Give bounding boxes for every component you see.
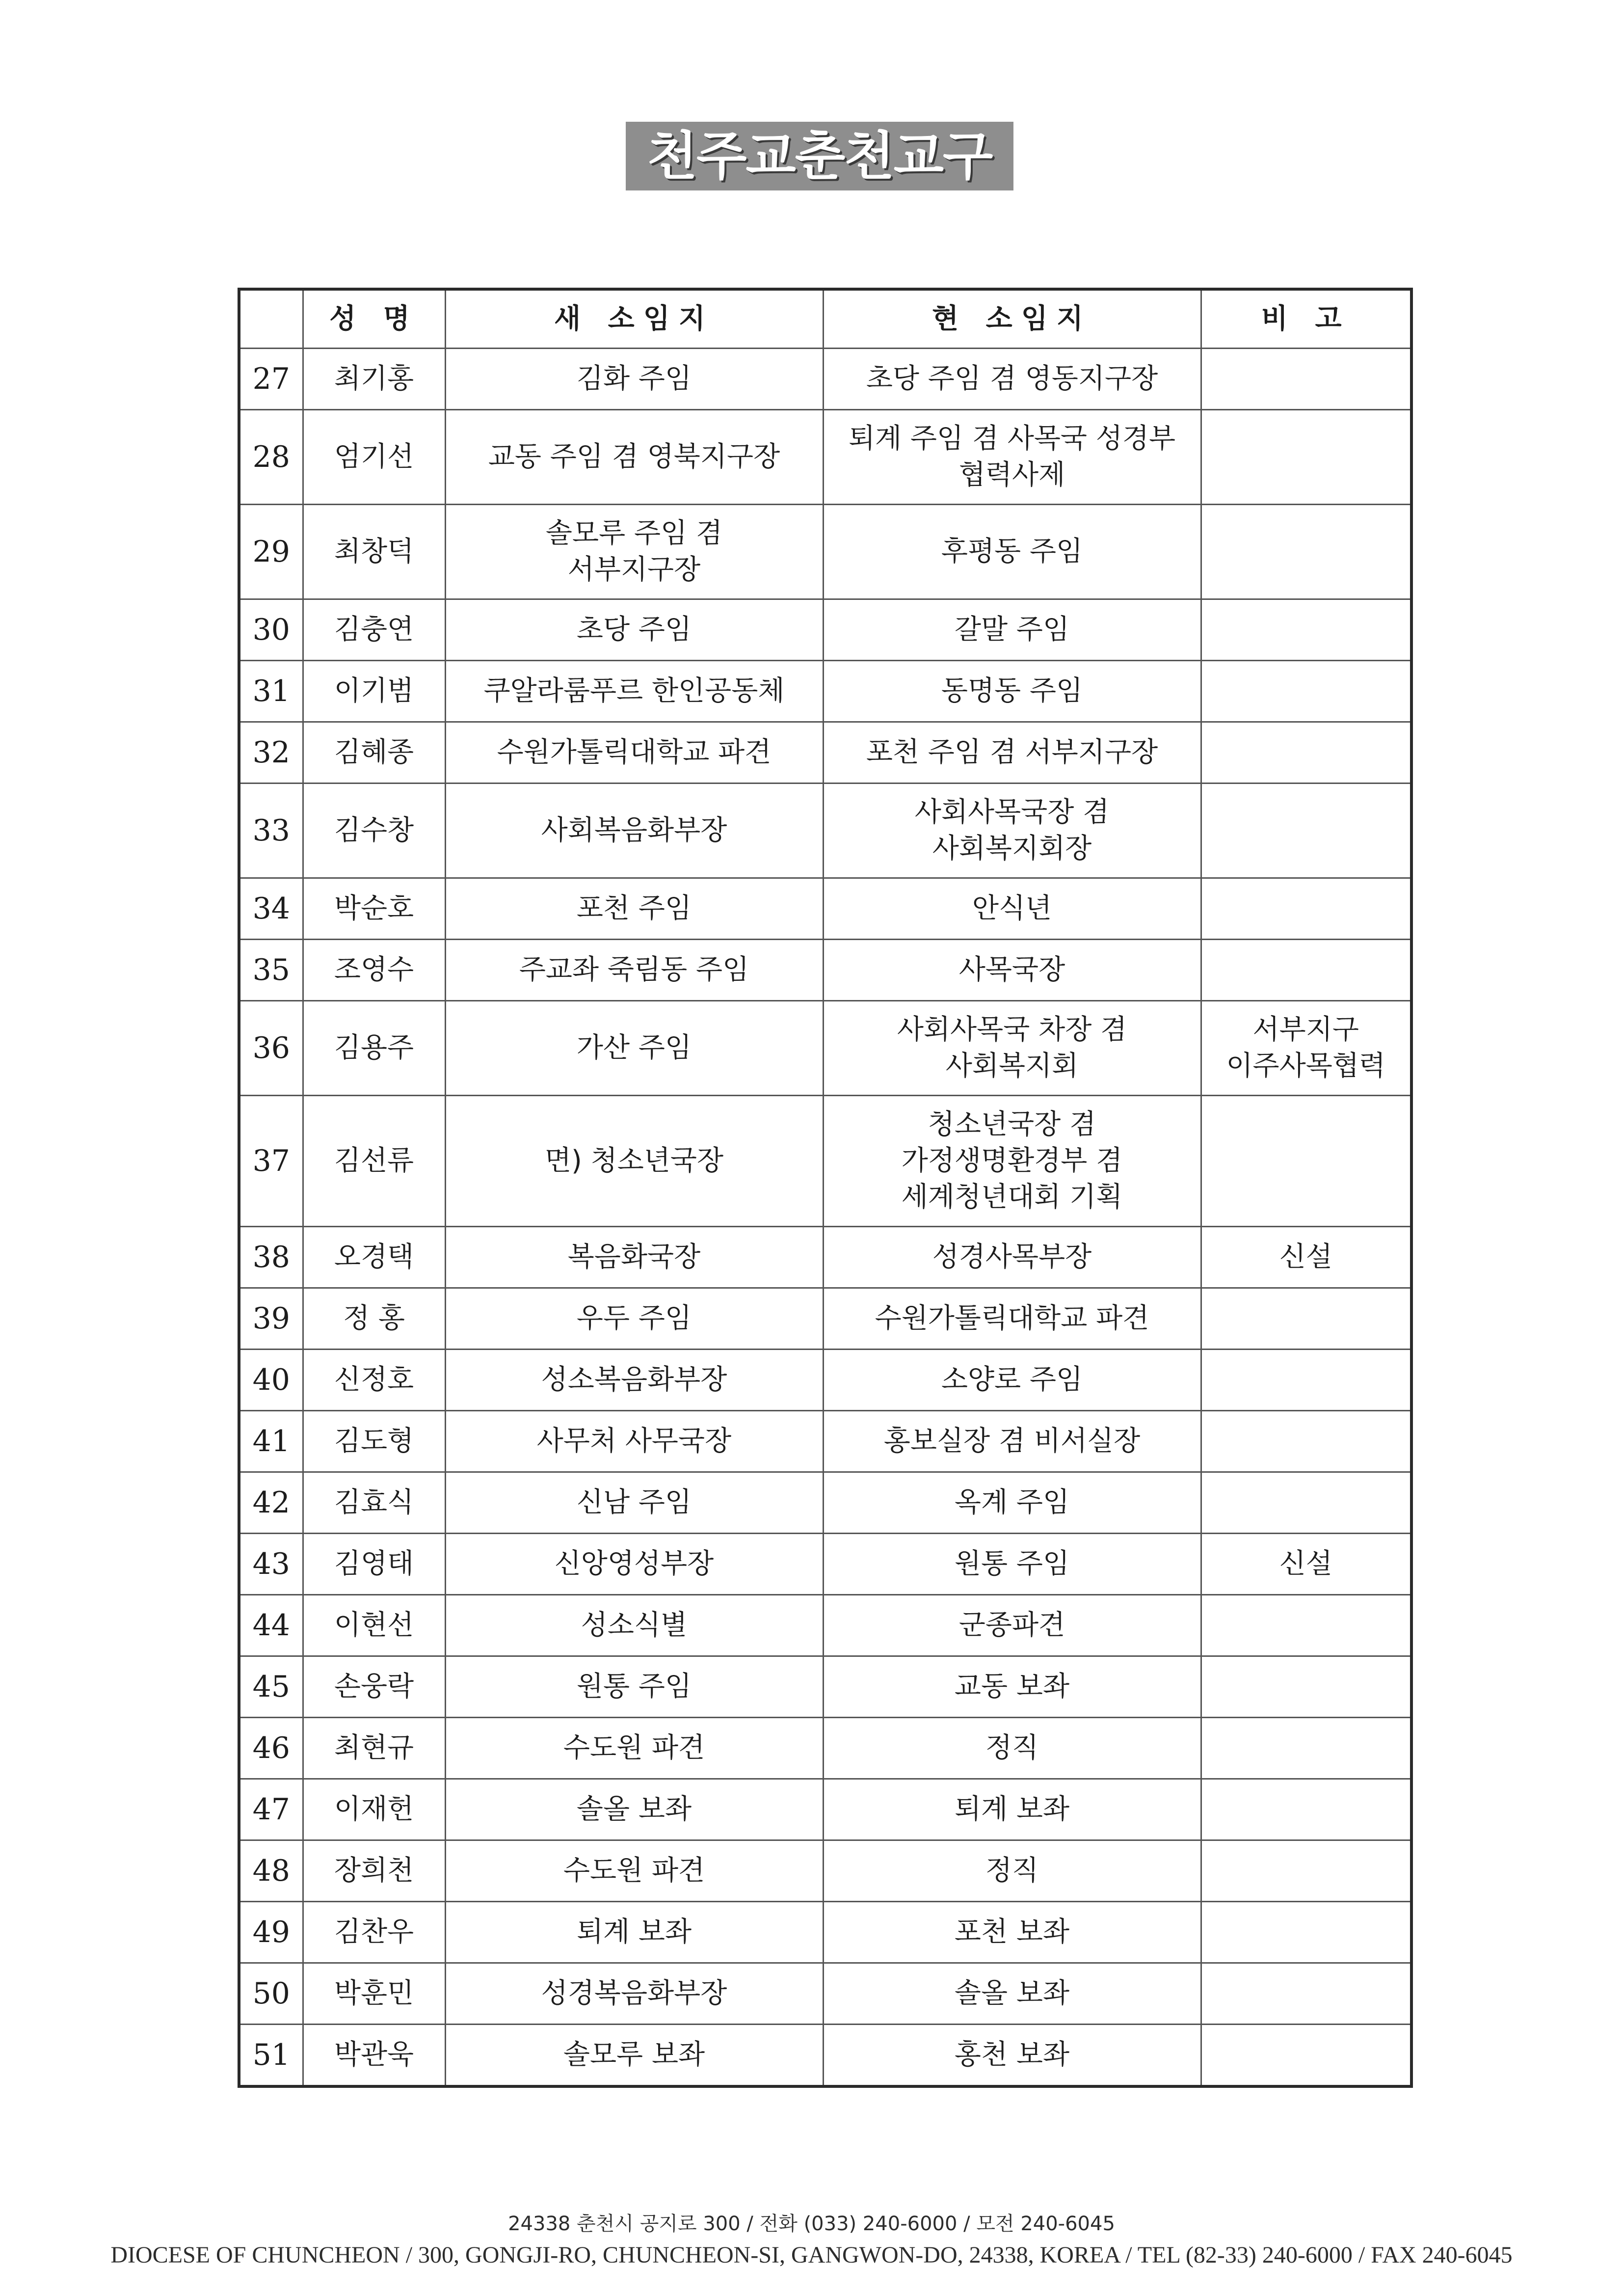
column-header-number <box>239 289 303 349</box>
cell-current-post: 옥계 주임 <box>823 1472 1201 1534</box>
cell-current-post: 정직 <box>823 1718 1201 1779</box>
cell-note <box>1201 878 1411 940</box>
cell-current-post: 갈말 주임 <box>823 599 1201 661</box>
cell-name: 김효식 <box>303 1472 445 1534</box>
cell-note: 신설 <box>1201 1227 1411 1288</box>
cell-note: 서부지구 이주사목협력 <box>1201 1001 1411 1096</box>
cell-note <box>1201 661 1411 722</box>
cell-current-post: 퇴계 주임 겸 사목국 성경부 협력사제 <box>823 410 1201 505</box>
cell-note <box>1201 1472 1411 1534</box>
cell-note <box>1201 1779 1411 1840</box>
cell-new-post: 쿠알라룸푸르 한인공동체 <box>445 661 823 722</box>
table-row <box>239 1227 1411 1288</box>
cell-name: 김영태 <box>303 1534 445 1595</box>
cell-name: 박순호 <box>303 878 445 940</box>
cell-number: 44 <box>239 1595 303 1656</box>
cell-number: 38 <box>239 1227 303 1288</box>
cell-current-post: 수원가톨릭대학교 파견 <box>823 1288 1201 1350</box>
table-row <box>239 1350 1411 1411</box>
footer-address-korean: 24338 춘천시 공지로 300 / 전화 (033) 240-6000 / 모전 240-6045 <box>508 2213 1115 2235</box>
cell-note: 신설 <box>1201 1534 1411 1595</box>
cell-current-post: 퇴계 보좌 <box>823 1779 1201 1840</box>
table-row <box>239 1288 1411 1350</box>
cell-name: 정 홍 <box>303 1288 445 1350</box>
table-row <box>239 1840 1411 1902</box>
cell-current-post: 사회사목국 차장 겸 사회복지회 <box>823 1001 1201 1096</box>
cell-note <box>1201 599 1411 661</box>
cell-note <box>1201 1350 1411 1411</box>
cell-name: 손웅락 <box>303 1656 445 1718</box>
cell-new-post: 복음화국장 <box>445 1227 823 1288</box>
cell-current-post: 홍천 보좌 <box>823 2025 1201 2087</box>
cell-current-post: 사목국장 <box>823 940 1201 1001</box>
cell-current-post: 포천 보좌 <box>823 1902 1201 1963</box>
cell-number: 37 <box>239 1096 303 1227</box>
cell-new-post: 사회복음화부장 <box>445 783 823 878</box>
cell-number: 43 <box>239 1534 303 1595</box>
column-header-note: 비 고 <box>1201 289 1411 349</box>
cell-name: 최창덕 <box>303 505 445 599</box>
table-row <box>239 661 1411 722</box>
cell-note <box>1201 1595 1411 1656</box>
table-header-row <box>239 289 1411 349</box>
table-row <box>239 599 1411 661</box>
cell-number: 42 <box>239 1472 303 1534</box>
cell-new-post: 원통 주임 <box>445 1656 823 1718</box>
cell-new-post: 신앙영성부장 <box>445 1534 823 1595</box>
table-row <box>239 1656 1411 1718</box>
cell-new-post: 주교좌 죽림동 주임 <box>445 940 823 1001</box>
cell-number: 34 <box>239 878 303 940</box>
cell-current-post: 성경사목부장 <box>823 1227 1201 1288</box>
cell-new-post: 교동 주임 겸 영북지구장 <box>445 410 823 505</box>
table-row <box>239 1779 1411 1840</box>
cell-current-post: 청소년국장 겸 가정생명환경부 겸 세계청년대회 기획 <box>823 1096 1201 1227</box>
table-row <box>239 722 1411 783</box>
table-row <box>239 410 1411 505</box>
cell-name: 신정호 <box>303 1350 445 1411</box>
table-row <box>239 1534 1411 1595</box>
cell-note <box>1201 1288 1411 1350</box>
cell-number: 47 <box>239 1779 303 1840</box>
cell-note <box>1201 940 1411 1001</box>
cell-number: 45 <box>239 1656 303 1718</box>
cell-note <box>1201 2025 1411 2087</box>
cell-current-post: 소양로 주임 <box>823 1350 1201 1411</box>
cell-current-post: 군종파견 <box>823 1595 1201 1656</box>
cell-number: 40 <box>239 1350 303 1411</box>
cell-note <box>1201 1902 1411 1963</box>
cell-number: 36 <box>239 1001 303 1096</box>
cell-new-post: 우두 주임 <box>445 1288 823 1350</box>
table-row <box>239 505 1411 599</box>
cell-name: 박훈민 <box>303 1963 445 2025</box>
cell-note <box>1201 1963 1411 2025</box>
table-row <box>239 1472 1411 1534</box>
cell-name: 이현선 <box>303 1595 445 1656</box>
cell-number: 46 <box>239 1718 303 1779</box>
cell-number: 35 <box>239 940 303 1001</box>
cell-current-post: 솔올 보좌 <box>823 1963 1201 2025</box>
cell-current-post: 사회사목국장 겸 사회복지회장 <box>823 783 1201 878</box>
table-row <box>239 1595 1411 1656</box>
cell-number: 41 <box>239 1411 303 1472</box>
title-banner <box>626 122 1013 190</box>
cell-new-post: 성소식별 <box>445 1595 823 1656</box>
cell-new-post: 성소복음화부장 <box>445 1350 823 1411</box>
cell-name: 김도형 <box>303 1411 445 1472</box>
cell-new-post: 사무처 사무국장 <box>445 1411 823 1472</box>
cell-name: 오경택 <box>303 1227 445 1288</box>
cell-number: 48 <box>239 1840 303 1902</box>
cell-number: 51 <box>239 2025 303 2087</box>
cell-number: 32 <box>239 722 303 783</box>
cell-current-post: 홍보실장 겸 비서실장 <box>823 1411 1201 1472</box>
table-row <box>239 1411 1411 1472</box>
page-title: 천주교춘천교구 <box>647 125 992 187</box>
table-row <box>239 1718 1411 1779</box>
cell-name: 김선류 <box>303 1096 445 1227</box>
cell-note <box>1201 1840 1411 1902</box>
cell-name: 엄기선 <box>303 410 445 505</box>
cell-note <box>1201 349 1411 410</box>
cell-current-post: 안식년 <box>823 878 1201 940</box>
cell-number: 49 <box>239 1902 303 1963</box>
cell-name: 박관욱 <box>303 2025 445 2087</box>
table-row <box>239 783 1411 878</box>
cell-new-post: 김화 주임 <box>445 349 823 410</box>
cell-name: 김용주 <box>303 1001 445 1096</box>
cell-note <box>1201 1096 1411 1227</box>
table-row <box>239 1001 1411 1096</box>
table-row <box>239 2025 1411 2087</box>
cell-name: 장희천 <box>303 1840 445 1902</box>
cell-current-post: 초당 주임 겸 영동지구장 <box>823 349 1201 410</box>
cell-current-post: 정직 <box>823 1840 1201 1902</box>
cell-number: 29 <box>239 505 303 599</box>
cell-note <box>1201 783 1411 878</box>
cell-note <box>1201 1718 1411 1779</box>
table-row <box>239 1902 1411 1963</box>
cell-new-post: 솔모루 주임 겸 서부지구장 <box>445 505 823 599</box>
cell-new-post: 수원가톨릭대학교 파견 <box>445 722 823 783</box>
cell-name: 이재헌 <box>303 1779 445 1840</box>
table-row <box>239 878 1411 940</box>
cell-name: 최현규 <box>303 1718 445 1779</box>
cell-name: 김혜종 <box>303 722 445 783</box>
table-body <box>239 349 1411 2087</box>
cell-name: 조영수 <box>303 940 445 1001</box>
cell-name: 이기범 <box>303 661 445 722</box>
cell-number: 33 <box>239 783 303 878</box>
cell-new-post: 퇴계 보좌 <box>445 1902 823 1963</box>
cell-name: 최기홍 <box>303 349 445 410</box>
cell-name: 김찬우 <box>303 1902 445 1963</box>
cell-new-post: 초당 주임 <box>445 599 823 661</box>
assignment-table <box>238 288 1413 2088</box>
cell-current-post: 동명동 주임 <box>823 661 1201 722</box>
cell-new-post: 수도원 파견 <box>445 1718 823 1779</box>
column-header-new-post: 새 소임지 <box>445 289 823 349</box>
cell-number: 39 <box>239 1288 303 1350</box>
cell-new-post: 포천 주임 <box>445 878 823 940</box>
cell-current-post: 교동 보좌 <box>823 1656 1201 1718</box>
cell-current-post: 원통 주임 <box>823 1534 1201 1595</box>
cell-number: 50 <box>239 1963 303 2025</box>
cell-name: 김충연 <box>303 599 445 661</box>
cell-new-post: 솔모루 보좌 <box>445 2025 823 2087</box>
table-row <box>239 349 1411 410</box>
cell-note <box>1201 722 1411 783</box>
cell-new-post: 면) 청소년국장 <box>445 1096 823 1227</box>
cell-number: 30 <box>239 599 303 661</box>
cell-name: 김수창 <box>303 783 445 878</box>
cell-current-post: 포천 주임 겸 서부지구장 <box>823 722 1201 783</box>
footer-address-english: DIOCESE OF CHUNCHEON / 300, GONGJI-RO, CHUNCHEON-SI, GANGWON-DO, 24338, KOREA / TEL (82-33) 240-6000 / FAX 240-6045 <box>110 2242 1513 2268</box>
cell-current-post: 후평동 주임 <box>823 505 1201 599</box>
column-header-name: 성 명 <box>303 289 445 349</box>
cell-note <box>1201 1656 1411 1718</box>
cell-new-post: 가산 주임 <box>445 1001 823 1096</box>
cell-new-post: 성경복음화부장 <box>445 1963 823 2025</box>
column-header-current-post: 현 소임지 <box>823 289 1201 349</box>
cell-number: 31 <box>239 661 303 722</box>
cell-new-post: 수도원 파견 <box>445 1840 823 1902</box>
table-row <box>239 1096 1411 1227</box>
table-row <box>239 940 1411 1001</box>
cell-number: 28 <box>239 410 303 505</box>
cell-new-post: 솔올 보좌 <box>445 1779 823 1840</box>
cell-note <box>1201 1411 1411 1472</box>
cell-note <box>1201 505 1411 599</box>
cell-new-post: 신남 주임 <box>445 1472 823 1534</box>
cell-note <box>1201 410 1411 505</box>
cell-number: 27 <box>239 349 303 410</box>
table-row <box>239 1963 1411 2025</box>
